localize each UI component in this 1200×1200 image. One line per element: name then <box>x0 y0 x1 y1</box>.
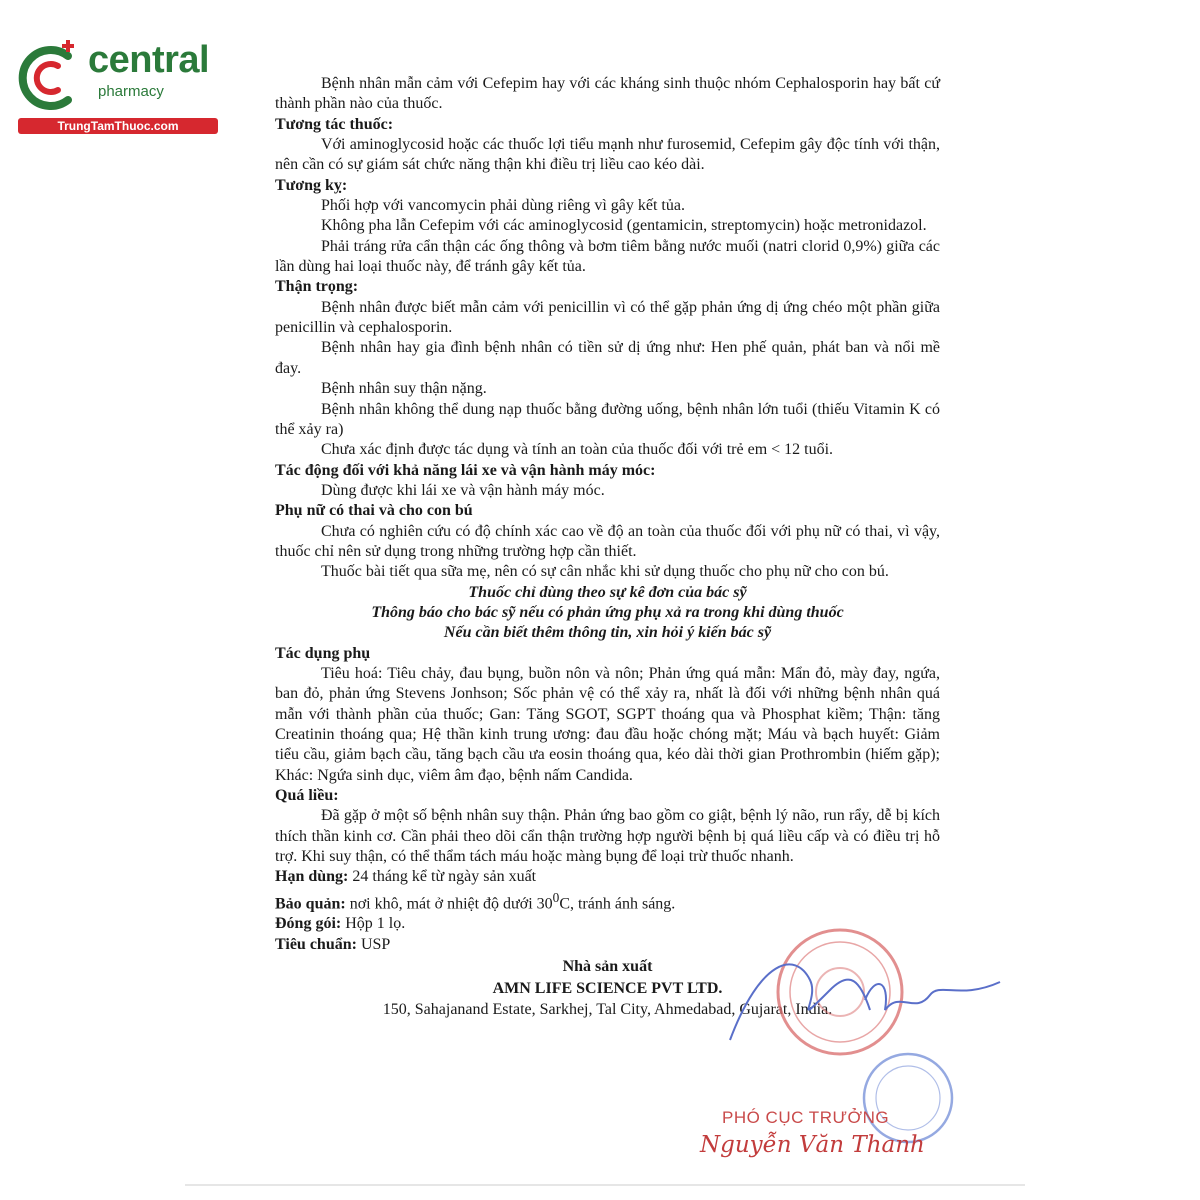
logo-brand: central <box>88 39 210 81</box>
pregnancy-paragraph-1: Chưa có nghiên cứu có độ chính xác cao về độ an toàn của thuốc đối với phụ nữ có thai, vì vậy, thuốc chỉ nên sử dụng trong những trường hợp cần thiết. <box>275 522 940 560</box>
expiry-line <box>275 867 940 887</box>
heading-caution: Thận trọng: <box>275 278 359 296</box>
storage-value: nơi khô, mát ở nhiệt độ dưới 30 <box>345 895 553 913</box>
logo-mark-icon <box>10 38 90 118</box>
interactions-paragraph: Với aminoglycosid hoặc các thuốc lợi tiểu mạnh như furosemid, Cefepim gây độc tính với thận, nên cần có sự giám sát chức năng thận khi điều trị liều cao kéo dài. <box>275 136 940 174</box>
contraindication-paragraph: Bệnh nhân mẫn cảm với Cefepim hay với các kháng sinh thuộc nhóm Cephalosporin hay bất cứ thành phần nào của thuốc. <box>275 75 940 113</box>
expiry-value: 24 tháng kể từ ngày sản xuất <box>348 868 537 886</box>
leaflet-text <box>275 74 940 1020</box>
incompatibility-paragraph-3: Phải tráng rửa cẩn thận các ống thông và bơm tiêm bằng nước muối (natri clorid 0,9%) giữa các lần dùng hai loại thuốc này, để tránh gây kết tủa. <box>275 237 940 276</box>
standard-label: Tiêu chuẩn: <box>275 935 357 953</box>
caution-paragraph-4: Bệnh nhân không thể dung nạp thuốc bằng đường uống, bệnh nhân lớn tuổi (thiếu Vitamin K có thể xảy ra) <box>275 400 940 438</box>
incompatibility-paragraph-2: Không pha lẫn Cefepim với các aminoglycosid (gentamicin, streptomycin) hoặc metronidazol. <box>321 217 927 235</box>
expiry-label: Hạn dùng: <box>275 868 349 886</box>
storage-line <box>275 888 940 915</box>
heading-pregnancy: Phụ nữ có thai và cho con bú <box>275 502 473 520</box>
side-effect-notice: Thông báo cho bác sỹ nếu có phản ứng phụ xả ra trong khi dùng thuốc <box>371 603 844 621</box>
caution-paragraph-5: Chưa xác định được tác dụng và tính an toàn của thuốc đối với trẻ em < 12 tuổi. <box>321 441 834 459</box>
signatory-name: Nguyễn Văn Thanh <box>700 1132 925 1158</box>
heading-side-effects: Tác dụng phụ <box>275 644 371 662</box>
standard-value: USP <box>356 935 391 953</box>
manufacturer-name: AMN LIFE SCIENCE PVT LTD. <box>492 980 723 998</box>
storage-value-end: C, tránh ánh sáng. <box>559 895 676 913</box>
manufacturer-label: Nhà sản xuất <box>562 958 653 976</box>
caution-paragraph-3: Bệnh nhân suy thận nặng. <box>321 380 487 398</box>
central-pharmacy-logo[interactable] <box>10 38 215 138</box>
package-value: Hộp 1 lọ. <box>341 915 406 933</box>
incompatibility-paragraph-1: Phối hợp với vancomycin phải dùng riêng vì gây kết tủa. <box>321 197 685 215</box>
heading-driving: Tác động đối với khả năng lái xe và vận hành máy móc: <box>275 461 656 479</box>
caution-paragraph-2: Bệnh nhân hay gia đình bệnh nhân có tiền sử dị ứng như: Hen phế quản, phát ban và nổi mề đay. <box>275 339 940 377</box>
signatory-title: PHÓ CỤC TRƯỞNG <box>722 1108 890 1127</box>
degree-superscript: 0 <box>552 889 560 905</box>
bottom-divider <box>185 1184 1025 1186</box>
caution-paragraph-1: Bệnh nhân được biết mẫn cảm với penicillin vì có thể gặp phản ứng dị ứng chéo một phần giữa penicillin và cephalosporin. <box>275 298 940 337</box>
logo-subtitle: pharmacy <box>98 83 164 100</box>
side-effects-paragraph: Tiêu hoá: Tiêu chảy, đau bụng, buồn nôn và nôn; Phản ứng quá mẫn: Mẩn đỏ, mày đay, ngứa, ban đỏ, phản ứng Stevens Jonhson; Sốc phản vệ có thể xảy ra, nhất là đối với những bệnh nhân quá mẫn với thành phần của thuốc; Gan: Tăng SGOT, SGPT thoáng qua và Phosphat kiềm; Thận: tăng Creatinin thoáng qua; Hệ thần kinh trung ương: đau đầu hoặc chóng mặt; Máu và bạch huyết: Giảm tiểu cầu, giảm bạch cầu, tăng bạch cầu ưa eosin thoáng qua, kéo dài thời gian Prothrombin (hiếm gặp); Khác: Ngứa sinh dục, viêm âm đạo, bệnh nấm Candida. <box>275 664 940 784</box>
storage-label: Bảo quản: <box>275 895 346 913</box>
logo-site-url[interactable]: TrungTamThuoc.com <box>18 118 218 134</box>
heading-overdose: Quá liều: <box>275 787 339 805</box>
prescription-notice: Thuốc chỉ dùng theo sự kê đơn của bác sỹ <box>468 583 747 601</box>
heading-interactions: Tương tác thuốc: <box>275 115 394 133</box>
manufacturer-address: 150, Sahajanand Estate, Sarkhej, Tal City, Ahmedabad, Gujarat, India. <box>382 1000 833 1018</box>
package-label: Đóng gói: <box>275 915 342 933</box>
info-notice: Nếu cần biết thêm thông tin, xin hỏi ý kiến bác sỹ <box>443 624 772 642</box>
heading-incompatibility: Tương kỵ: <box>275 176 348 194</box>
overdose-paragraph: Đã gặp ở một số bệnh nhân suy thận. Phản ứng bao gồm co giật, bệnh lý não, run rẩy, dễ bị kích thích thần kinh cơ. Cần phải theo dõi cẩn thận trường hợp người bệnh bị quá liều cấp và có điều trị hỗ trợ. Khi suy thận, có thể thẩm tách máu hoặc màng bụng để loại trừ thuốc nhanh. <box>275 807 940 866</box>
pregnancy-paragraph-2: Thuốc bài tiết qua sữa mẹ, nên có sự cân nhắc khi sử dụng thuốc cho phụ nữ cho con bú. <box>321 563 889 581</box>
driving-paragraph: Dùng được khi lái xe và vận hành máy móc. <box>321 481 605 499</box>
